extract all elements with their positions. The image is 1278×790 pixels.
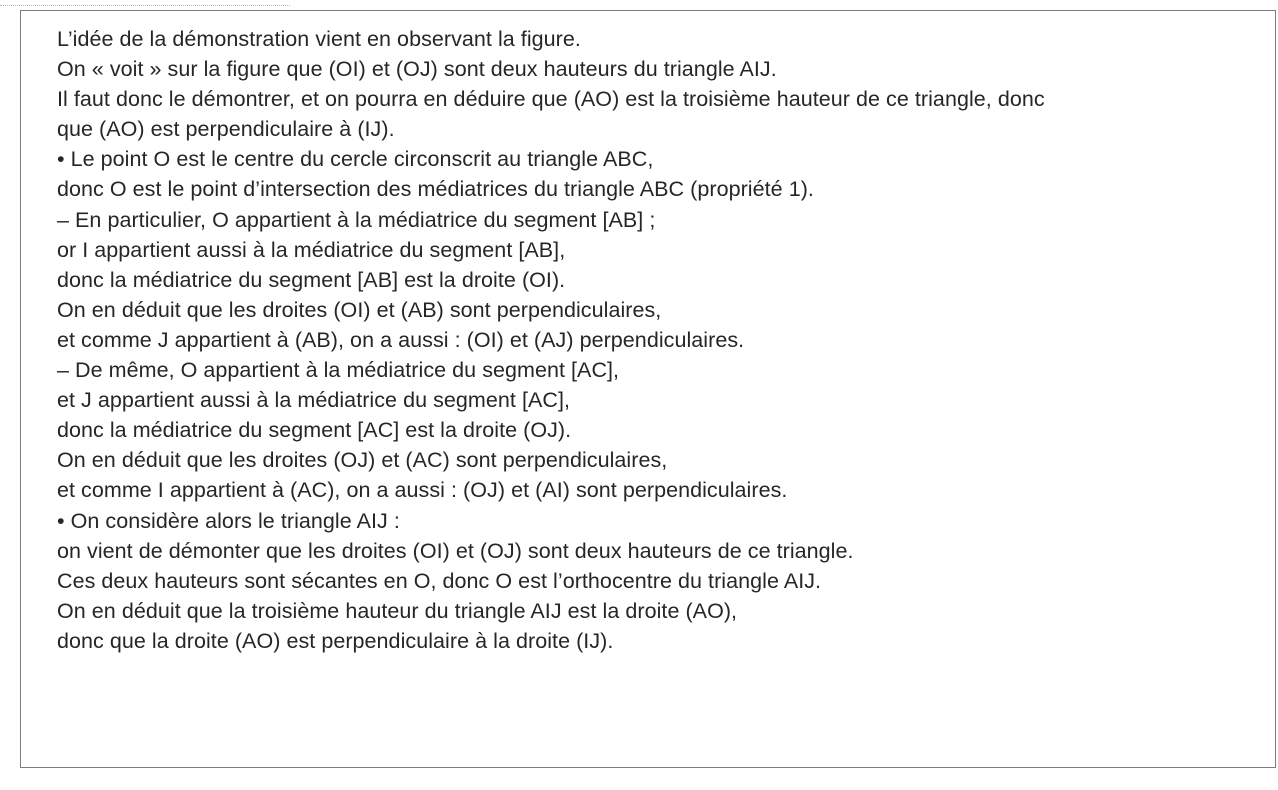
proof-line: or I appartient aussi à la médiatrice du segment [AB], — [57, 237, 566, 262]
proof-line: et J appartient aussi à la médiatrice du segment [AC], — [57, 388, 570, 413]
proof-line: Il faut donc le démontrer, et on pourra en déduire que (AO) est la troisième hauteur de ce triangle, donc — [57, 87, 1045, 112]
proof-line: et comme J appartient à (AB), on a aussi : (OI) et (AJ) perpendiculaires. — [57, 327, 745, 352]
proof-line: On en déduit que les droites (OJ) et (AC) sont perpendiculaires, — [57, 448, 668, 473]
proof-line: – En particulier, O appartient à la médiatrice du segment [AB] ; — [57, 207, 656, 232]
proof-line: Ces deux hauteurs sont sécantes en O, donc O est l’orthocentre du triangle AIJ. — [57, 568, 822, 593]
proof-line: donc la médiatrice du segment [AC] est la droite (OJ). — [57, 418, 572, 443]
proof-line: donc O est le point d’intersection des médiatrices du triangle ABC (propriété 1). — [57, 177, 814, 202]
proof-line: – De même, O appartient à la médiatrice du segment [AC], — [57, 358, 620, 383]
proof-line: L’idée de la démonstration vient en observant la figure. — [57, 27, 581, 51]
proof-text — [57, 24, 1045, 656]
proof-line: • Le point O est le centre du cercle circonscrit au triangle ABC, — [57, 147, 654, 172]
top-edge-rule — [0, 0, 290, 6]
proof-line: • On considère alors le triangle AIJ : — [57, 508, 400, 533]
proof-line: et comme I appartient à (AC), on a aussi : (OJ) et (AI) sont perpendiculaires. — [57, 478, 788, 503]
proof-line: donc que la droite (AO) est perpendiculaire à la droite (IJ). — [57, 628, 614, 653]
proof-line: On en déduit que les droites (OI) et (AB) sont perpendiculaires, — [57, 297, 662, 322]
proof-line: donc la médiatrice du segment [AB] est la droite (OI). — [57, 267, 566, 292]
proof-line: que (AO) est perpendiculaire à (IJ). — [57, 117, 395, 142]
proof-line: on vient de démonter que les droites (OI) et (OJ) sont deux hauteurs de ce triangle. — [57, 538, 854, 563]
proof-line: On en déduit que la troisième hauteur du triangle AIJ est la droite (AO), — [57, 598, 738, 623]
proof-line: On « voit » sur la figure que (OI) et (OJ) sont deux hauteurs du triangle AIJ. — [57, 57, 777, 82]
proof-box — [20, 10, 1276, 768]
